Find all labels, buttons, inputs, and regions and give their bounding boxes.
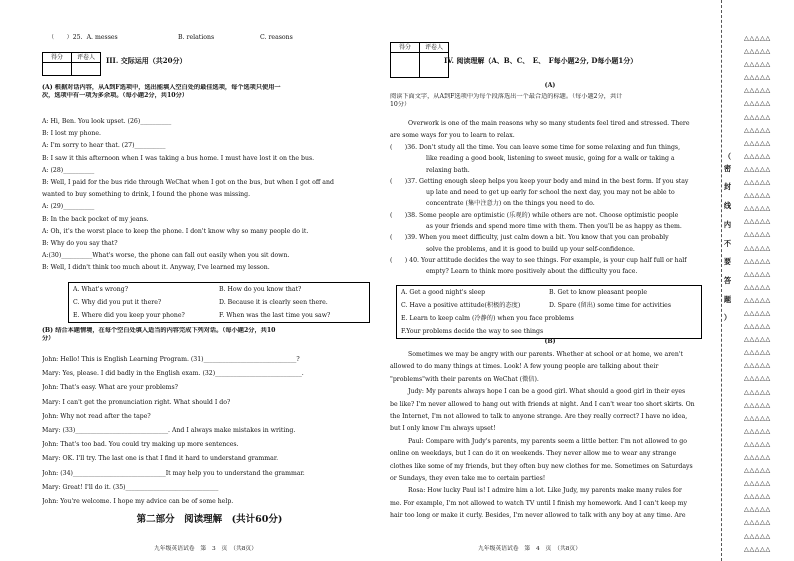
reading-a-instructions: 阅读下面文字，从A到F选项中为每个段落选出一个最合适的标题。（每小题2分，共计 10分） — [390, 93, 623, 108]
footer-page-3: 九年级英语试卷 第 3 页 （共8页） — [154, 546, 258, 552]
option-row — [69, 309, 369, 322]
triangle-row: △△△△△ — [744, 126, 771, 134]
seal-char: 不 — [723, 238, 732, 248]
dialogue-line: A: Hi, Ben. You look upset. (26)__________ — [42, 118, 172, 125]
seal-char: 答 — [723, 276, 732, 286]
dialogue-line: John: You're welcome. I hope my advice can be of some help. — [42, 498, 234, 506]
seal-char: 密 — [723, 163, 732, 173]
section-4-title: IV. 阅读理解（A、B、C、 E、 F每小题2分, D每小题1分） — [444, 57, 638, 65]
option-item: B. Get to know pleasant people — [549, 289, 647, 296]
part-a-label: (A) — [544, 82, 556, 89]
passage-line: Judy: My parents always hope I can be a good girl. What should a good girl in their eyes — [408, 388, 686, 396]
option-row — [69, 283, 369, 296]
triangle-row: △△△△△ — [744, 388, 771, 396]
dialogue-line: John: (34)______________________________It may help you to understand the grammar. — [42, 469, 305, 477]
reading-item-line: ( )36. Don't study all the time. You can leave some time for some relaxing and fun things, — [390, 144, 681, 151]
triangle-row: △△△△△ — [744, 113, 771, 121]
dialogue-line: B: Why do you say that? — [42, 240, 118, 248]
seal-char: （ — [723, 152, 732, 161]
dialogue-line: Mary: Yes, please. I did badly in the English exam. (32)____________________________. — [42, 370, 304, 378]
triangle-row: △△△△△ — [744, 323, 771, 331]
dialogue-line: A: I'm sorry to hear that. (27)__________ — [42, 142, 166, 150]
dialogue-line: A: Oh, it's the worst place to keep the phone. I don't know why so many people do it. — [42, 227, 309, 235]
reading-item — [390, 232, 710, 255]
option-row — [397, 299, 701, 312]
passage-line: "problems"with their parents on WeChat (微信). — [390, 375, 539, 383]
seal-char: 要 — [723, 257, 732, 267]
passage-line: Rosa: How lucky Paul is! I admire him a lot. Like Judy, my parents make many rules for — [408, 487, 682, 495]
triangle-row: △△△△△ — [744, 61, 771, 69]
section-3-title: III. 交际运用（共20分） — [106, 57, 187, 65]
option-row — [69, 296, 369, 309]
dialogue-line: B: I lost my phone. — [42, 130, 101, 138]
triangle-row: △△△△△ — [744, 362, 771, 370]
option-row — [397, 325, 701, 338]
triangle-row: △△△△△ — [744, 493, 771, 501]
option-item: E. Where did you keep your phone? — [73, 312, 185, 319]
triangle-row: △△△△△ — [744, 467, 771, 475]
seal-char: 线 — [723, 201, 732, 211]
passage-line: hair too long or make it curly. Besides, I'm never allowed to talk with any boy at any time. Are — [390, 512, 686, 520]
triangle-row: △△△△△ — [744, 139, 771, 147]
score-table-right: 得分 评卷人 — [390, 42, 449, 78]
dialogue-line: A: (29)__________ — [42, 203, 95, 211]
triangle-row: △△△△△ — [744, 440, 771, 448]
dialogue-line: B: In the back pocket of my jeans. — [42, 215, 149, 223]
triangle-row: △△△△△ — [744, 309, 771, 317]
reading-item-line: concentrate (集中注意力) on the things you need to do. — [426, 200, 595, 208]
triangle-row: △△△△△ — [744, 87, 771, 95]
triangle-row: △△△△△ — [744, 74, 771, 82]
question-25: （ ）25. A. messes B. relations C. reasons — [48, 34, 293, 41]
dialogue-line: B: Well, I didn't think too much about it. Anyway, I've learned my lesson. — [42, 264, 270, 272]
dialogue-a — [42, 116, 377, 275]
dialogue-line: Mary: Great! I'll do it. (35)______________________________ — [42, 483, 219, 491]
triangle-row: △△△△△ — [744, 519, 771, 527]
dialogue-line: Mary: I can't get the pronunciation right. What should I do? — [42, 398, 231, 406]
triangle-row: △△△△△ — [744, 192, 771, 200]
dialogue-line: Mary: OK. I'll try. The last one is that I find it hard to understand grammar. — [42, 455, 279, 463]
triangle-row: △△△△△ — [744, 545, 771, 553]
dialogue-line: John: Why not read after the tape? — [42, 412, 151, 420]
part-b-instructions: (B) 结合本题情境，在每个空白处填入适当的内容完成下列对话。（每小题2分，共10 分） — [42, 327, 276, 342]
triangle-row: △△△△△ — [744, 480, 771, 488]
passage-line: or Sundays, they even take me to certain parties! — [390, 475, 546, 483]
dialogue-line: John: That's too bad. You could try making up more sentences. — [42, 441, 239, 449]
footer-page-4: 九年级英语试卷 第 4 页 （共8页） — [478, 546, 582, 552]
triangle-row: △△△△△ — [744, 336, 771, 344]
dialogue-line: A: (28)__________ — [42, 166, 95, 174]
option-item: C. Why did you put it there? — [73, 299, 162, 306]
reading-a-options-box — [396, 285, 702, 339]
option-item: F.Your problems decide the way to see things — [401, 328, 544, 335]
triangle-row: △△△△△ — [744, 48, 771, 56]
reading-item — [390, 255, 710, 278]
binding-dashed-line — [721, 0, 722, 561]
triangle-row: △△△△△ — [744, 35, 771, 42]
triangle-row: △△△△△ — [744, 506, 771, 514]
triangle-row: △△△△△ — [744, 401, 771, 409]
triangle-row: △△△△△ — [744, 231, 771, 239]
reading-item — [390, 176, 710, 210]
seal-line-notice — [723, 152, 732, 332]
passage-line: be like? I'm never allowed to hang out with friends at night. And I can't wear too short skirts. On — [390, 400, 695, 408]
option-item: A. What's wrong? — [73, 286, 129, 293]
triangle-row: △△△△△ — [744, 375, 771, 383]
triangle-row: △△△△△ — [744, 165, 771, 173]
part-2-title: 第二部分 阅读理解 (共计60分) — [136, 514, 283, 525]
passage-line: allowed to do many things at times. Look! A few young people are talking about their — [390, 363, 659, 371]
reading-item-line: ( )37. Getting enough sleep helps you keep your body and mind in the best form. If you stay — [390, 177, 689, 185]
passage-line: the Internet, I'm not allowed to talk to anyone strange. Are they really correct? I have no idea, — [390, 413, 688, 421]
seal-char: ） — [723, 313, 732, 323]
seal-char: 题 — [723, 294, 732, 304]
option-row — [397, 312, 701, 325]
dialogue-line: Mary: (33)______________________________. And I always make mistakes in writing. — [42, 427, 296, 435]
option-item: F. When was the last time you saw? — [219, 312, 331, 319]
triangle-row: △△△△△ — [744, 270, 771, 278]
triangle-row: △△△△△ — [744, 296, 771, 304]
option-row — [397, 286, 701, 299]
dialogue-b — [42, 353, 377, 509]
option-item: A. Get a good night's sleep — [401, 289, 486, 296]
dialogue-line: wanted to buy something to drink, I found the phone was missing. — [42, 191, 251, 199]
reading-item-line: empty? Learn to think more positively about the difficulty you face. — [426, 268, 638, 276]
reading-item — [390, 142, 710, 176]
reading-b-passage — [390, 349, 710, 523]
triangle-row: △△△△△ — [744, 100, 771, 108]
passage-line: online on weekdays, but I can do it on weekends. They never allow me to wear any strange — [390, 450, 677, 458]
triangle-row: △△△△△ — [744, 454, 771, 461]
dialogue-line: B: Well, I paid for the bus ride through WeChat when I got on the bus, but when I got off and — [42, 179, 334, 187]
passage-line: me. For example, I'm not allowed to watch TV until I finish my homework. And I can't keep my — [390, 499, 688, 507]
reading-a-items — [390, 142, 710, 278]
reading-item-line: up late and need to get up early for school the next day, you may not be able to — [426, 189, 675, 197]
triangle-row: △△△△△ — [744, 218, 771, 226]
triangle-row: △△△△△ — [744, 283, 771, 291]
triangle-row: △△△△△ — [744, 532, 771, 540]
seal-char: 封 — [723, 182, 732, 192]
dialogue-line: John: That's easy. What are your problems? — [42, 384, 178, 392]
triangle-row: △△△△△ — [744, 349, 771, 357]
triangle-row: △△△△△ — [744, 152, 771, 160]
triangle-row: △△△△△ — [744, 427, 771, 435]
passage-line: clothes like some of my friends, but they often buy new clothes for me. Sometimes on Saturdays — [390, 462, 693, 470]
reading-item-line: as your friends and spend more time with them. Then you'll be as happy as them. — [426, 223, 682, 231]
passage-line: Sometimes we may be angry with our parents. Whether at school or at home, we aren't — [408, 351, 684, 358]
passage-line: but I only know I'm always upset! — [390, 425, 496, 433]
part-b-label: (B) — [544, 338, 556, 345]
option-item: D. Because it is clearly seen there. — [219, 299, 328, 306]
options-a-box — [68, 282, 370, 323]
triangle-row: △△△△△ — [744, 244, 771, 252]
option-item: E. Learn to keep calm (冷静的) when you face problems — [401, 315, 574, 322]
triangle-pattern — [744, 32, 792, 556]
reading-a-intro: Overwork is one of the main reasons why so many students feel tired and stressed. There are some ways for you to learn to relax. — [390, 120, 690, 139]
reading-item-line: solve the problems, and it is good to build up your self-confidence. — [426, 245, 635, 253]
reading-item-line: ( )38. Some people are optimistic (乐观的) while others are not. Choose optimistic people — [390, 211, 679, 219]
dialogue-line: John: Hello! This is English Learning Program. (31)______________________________? — [42, 356, 300, 363]
seal-char: 内 — [723, 219, 732, 229]
score-table: 得分 评卷人 — [42, 52, 101, 76]
reading-item-line: ( ) 40. Your attitude decides the way to see things. For example, is your cup half full or half — [390, 256, 687, 264]
triangle-row: △△△△△ — [744, 205, 771, 213]
option-item: D. Spare (留出) some time for activities — [549, 302, 672, 309]
reading-item — [390, 210, 710, 233]
triangle-row: △△△△△ — [744, 257, 771, 265]
reading-item-line: ( )39. When you meet difficulty, just calm down a bit. You know that you can probably — [390, 234, 669, 242]
dialogue-line: B: I saw it this afternoon when I was taking a bus home. I must have lost it on the bus. — [42, 154, 315, 162]
option-item: B. How do you know that? — [219, 286, 302, 293]
reading-item-line: relaxing bath. — [426, 166, 470, 174]
triangle-row: △△△△△ — [744, 179, 771, 187]
option-item: C. Have a positive attitude(积极的态度) — [401, 302, 521, 309]
part-a-instructions: (A) 根据对话内容，从A到F选项中，选出能填入空白处的最佳选项，每个选项只使用一 次，选项中有一项为多余项。（每小题2分，共10分） — [42, 84, 281, 99]
triangle-row: △△△△△ — [744, 414, 771, 422]
dialogue-line: A:(30)__________What's worse, the phone can fall out easily when you sit down. — [42, 252, 290, 260]
passage-line: Paul: Compare with Judy's parents, my parents seem a little better. I'm not allowed to go — [408, 437, 687, 445]
reading-item-line: like reading a good book, listening to sweet music, going for a walk or taking a — [426, 155, 675, 163]
